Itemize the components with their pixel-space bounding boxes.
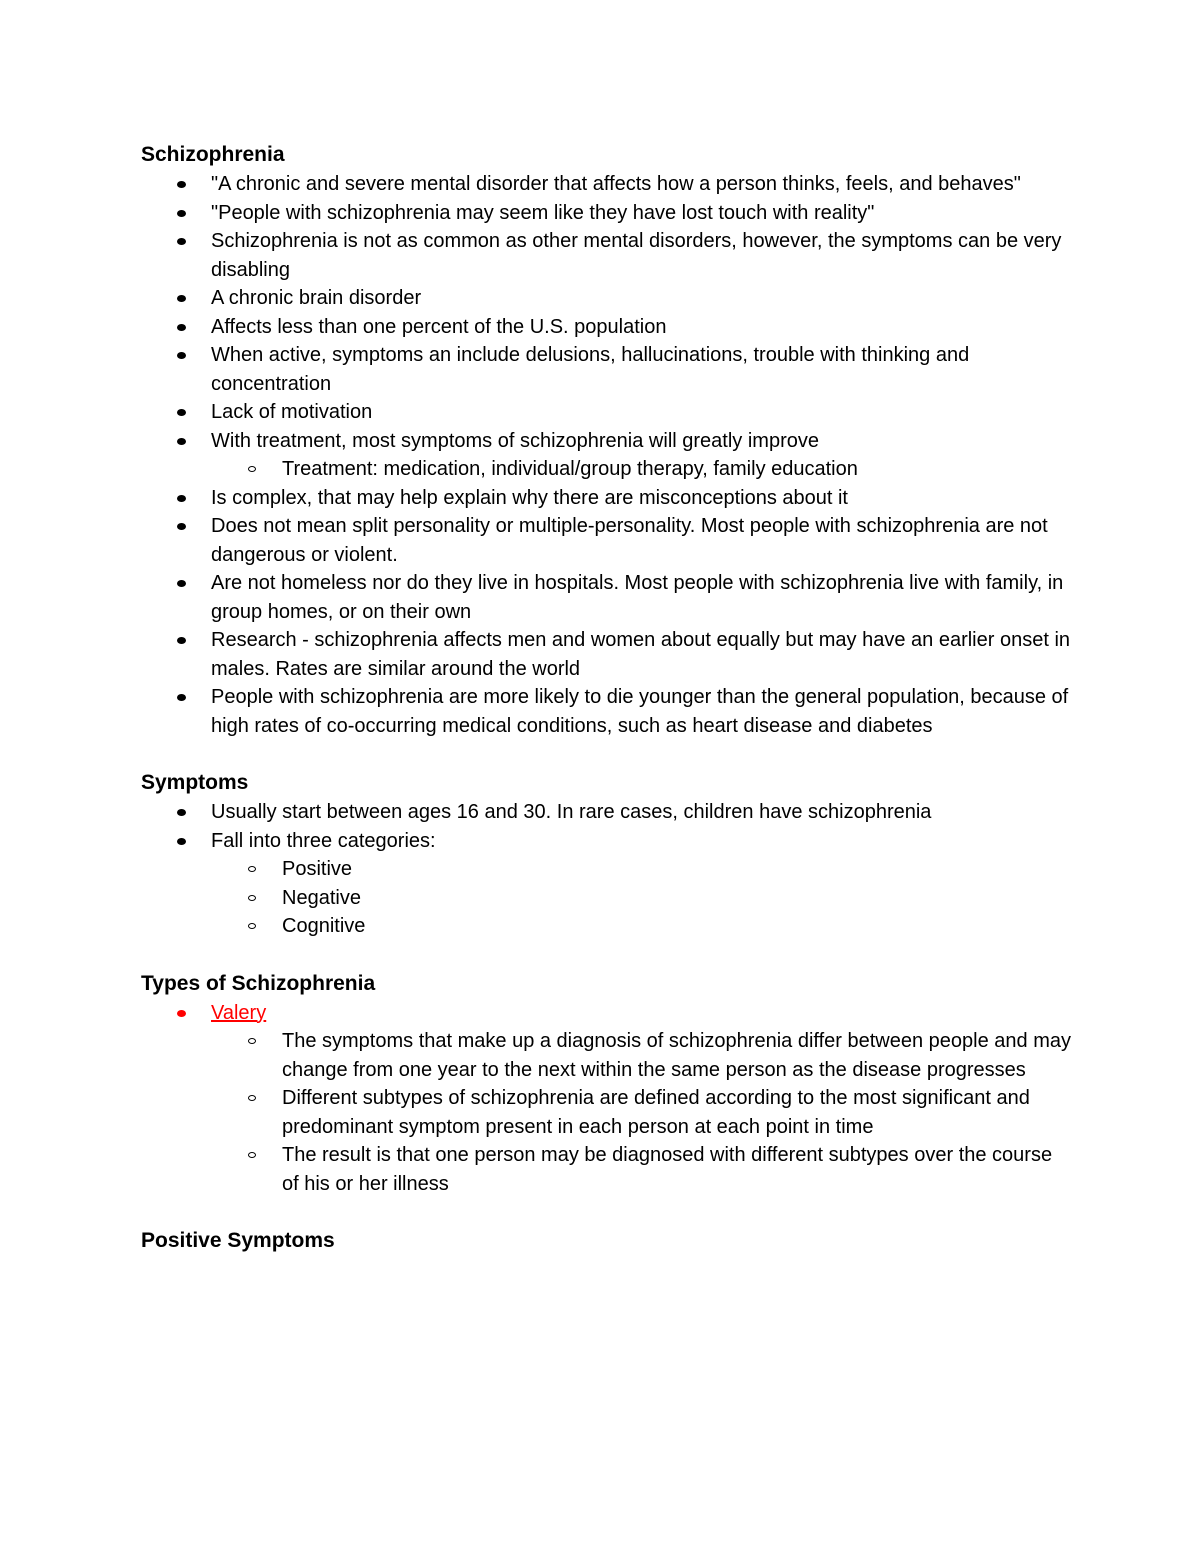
list-item — [141, 227, 1071, 284]
list-item-text: "A chronic and severe mental disorder that affects how a person thinks, feels, and behaves" — [211, 173, 1021, 195]
sub-list-item — [141, 1027, 1071, 1084]
list-item-text: Schizophrenia is not as common as other mental disorders, however, the symptoms can be very disabling — [211, 230, 1062, 281]
bullet-icon — [177, 238, 186, 245]
sub-list-item — [141, 455, 1071, 484]
bullet-icon — [177, 324, 186, 331]
list-item-text: Treatment: medication, individual/group therapy, family education — [282, 458, 858, 480]
list-item — [141, 683, 1071, 740]
list-item-text: "People with schizophrenia may seem like they have lost touch with reality" — [211, 201, 875, 224]
list-item — [141, 341, 1071, 398]
hollow-bullet-icon — [248, 895, 256, 901]
list-item-text: Positive — [282, 858, 353, 880]
hollow-bullet-icon — [248, 866, 256, 872]
list-item-text: Usually start between ages 16 and 30. In rare cases, children have schizophrenia — [211, 801, 932, 823]
heading-types: Types of Schizophrenia — [141, 971, 376, 995]
heading-symptoms: Symptoms — [141, 771, 249, 794]
bullet-icon — [177, 694, 186, 701]
list-item — [141, 626, 1071, 683]
bullet-icon — [177, 409, 186, 416]
bullet-icon — [177, 580, 186, 587]
list-item — [141, 484, 1071, 513]
hollow-bullet-icon — [248, 1095, 256, 1101]
list-item-text: When active, symptoms an include delusions, hallucinations, trouble with thinking and concentration — [211, 344, 970, 395]
list-item-text: With treatment, most symptoms of schizophrenia will greatly improve — [211, 429, 819, 452]
hollow-bullet-icon — [248, 1152, 256, 1158]
heading-schizophrenia: Schizophrenia — [141, 143, 285, 166]
sub-list-item — [141, 912, 1071, 941]
sub-list-item — [141, 1084, 1071, 1141]
bullet-icon — [177, 1010, 186, 1017]
list-item-text: Negative — [282, 886, 361, 909]
list-item-text: Fall into three categories: — [211, 829, 436, 852]
list-item-text: Cognitive — [282, 915, 366, 937]
list-item-text: Is complex, that may help explain why there are misconceptions about it — [211, 486, 848, 509]
sub-list-item — [141, 1141, 1071, 1198]
bullet-icon — [177, 210, 186, 217]
list-item — [141, 827, 1071, 856]
hollow-bullet-icon — [248, 466, 256, 472]
bullet-icon — [177, 295, 186, 302]
bullet-icon — [177, 637, 186, 644]
list-types — [141, 999, 1071, 1199]
hollow-bullet-icon — [248, 923, 256, 929]
bullet-icon — [177, 352, 186, 359]
document-page — [141, 140, 1071, 1256]
list-item-text: A chronic brain disorder — [211, 287, 422, 309]
list-item-text: People with schizophrenia are more likely to die younger than the general population, because of high rates of co-occurring medical conditions, such as heart disease and diabetes — [211, 686, 1069, 737]
list-item — [141, 427, 1071, 456]
list-item — [141, 569, 1071, 626]
sub-list-item — [141, 884, 1071, 913]
bullet-icon — [177, 809, 186, 816]
list-item-text: Does not mean split personality or multiple-personality. Most people with schizophrenia are not dangerous or violent. — [211, 515, 1048, 566]
list-item-text: Are not homeless nor do they live in hospitals. Most people with schizophrenia live with family, in group homes, or on their own — [211, 572, 1064, 623]
bullet-icon — [177, 438, 186, 445]
list-item — [141, 398, 1071, 427]
bullet-icon — [177, 495, 186, 502]
list-item-text: Affects less than one percent of the U.S. population — [211, 315, 667, 338]
hollow-bullet-icon — [248, 1038, 256, 1044]
bullet-icon — [177, 181, 186, 188]
list-item-text: Research - schizophrenia affects men and women about equally but may have an earlier onset in males. Rates are similar around the world — [211, 629, 1071, 680]
sub-list-item — [141, 855, 1071, 884]
list-symptoms — [141, 798, 1071, 941]
list-item — [141, 798, 1071, 827]
bullet-icon — [177, 838, 186, 845]
heading-positive-symptoms: Positive Symptoms — [141, 1229, 335, 1252]
list-item-text: The result is that one person may be diagnosed with different subtypes over the course of his or her illness — [282, 1144, 1053, 1195]
list-item-text: Lack of motivation — [211, 401, 373, 423]
bullet-icon — [177, 523, 186, 530]
list-item — [141, 313, 1071, 342]
list-item — [141, 512, 1071, 569]
valery-link[interactable]: Valery — [211, 1001, 267, 1024]
list-item — [141, 999, 1071, 1028]
list-item — [141, 284, 1071, 313]
list-item-text: Different subtypes of schizophrenia are defined according to the most significant and predominant symptom present in each person at each point in time — [282, 1087, 1030, 1138]
list-schizophrenia — [141, 170, 1071, 740]
list-item-text: The symptoms that make up a diagnosis of schizophrenia differ between people and may change from one year to the next within the same person as the disease progresses — [282, 1030, 1071, 1081]
list-item — [141, 170, 1071, 199]
list-item — [141, 199, 1071, 228]
